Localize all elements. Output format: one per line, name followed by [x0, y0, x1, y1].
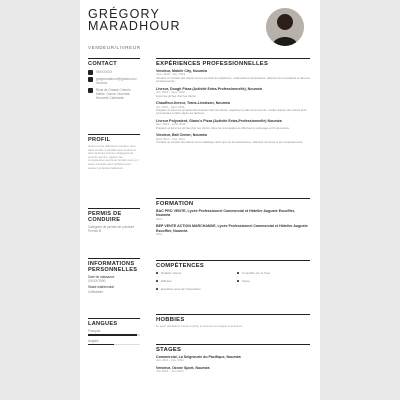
competence-item: Relation clients [156, 271, 229, 275]
person-photo-icon [266, 8, 304, 46]
lang-fill-0 [88, 334, 137, 335]
resume-page [80, 0, 320, 400]
header [88, 8, 312, 52]
competence-item: Efficace [156, 279, 229, 283]
address-text: Rival de Grasse Chemin Mairie, Ducos, Nouméa, Nouvelle-Calédonie [96, 87, 131, 101]
competence-item: Vente [237, 279, 310, 283]
stage-date: Juin 2013 – Juin 2013 [156, 369, 184, 374]
competences-section [156, 260, 310, 291]
formation-item-date: 2012 [156, 232, 163, 237]
lang-bar-0 [88, 334, 140, 335]
permis-text: Catégorie de permis de conduire [88, 225, 135, 229]
langues-title: LANGUES [88, 318, 140, 327]
formation-item [156, 224, 310, 236]
stage-date: Jan. 2014 – Fév. 2014 [156, 358, 184, 363]
lang-fill-1 [88, 344, 114, 345]
experience-desc: Vendeur au contact des clients sur le catalogue ainsi que sur les accessoires, effectuer les devis et les encaissements. [156, 140, 303, 145]
experience-title: Vendeur, Mobile City, Nouméa [156, 69, 208, 73]
profil-section [88, 134, 140, 170]
experience-item [156, 119, 310, 130]
job-role: VENDEUR/LIVREUR [88, 45, 141, 50]
experience-desc: Livrer les pizzas chez les clients. [156, 93, 197, 98]
birth-label: Date de naissance [88, 275, 115, 279]
experience-item [156, 133, 310, 144]
experience-desc: Vendeur en contact des clients sur les produits de téléphonie, multimédia et accessoires, effectuer les inventaires et faire les encaissements. [156, 75, 310, 84]
stages-title: STAGES [156, 344, 310, 353]
competence-item: Connaître sur le bout [237, 271, 310, 275]
formation-item-title: BAC PRO VENTE, Lycée Professionnel Commercial et Hôtelier Auguste Escoffier, Nouméa [156, 209, 295, 218]
profile-photo [266, 8, 304, 46]
infos-section [88, 258, 140, 294]
formation-section [156, 198, 310, 240]
birth-value: XX/XX/1990 [88, 279, 106, 284]
stage-item [156, 366, 310, 374]
hobbies-title: HOBBIES [156, 314, 310, 323]
stages-section [156, 344, 310, 377]
stage-title: Vendeur, Ozone Sport, Nouméa [156, 366, 210, 370]
email-text: gregmaradhour@gmail.com / xxxxxxx [96, 76, 138, 85]
lang-bar-1 [88, 344, 140, 345]
status-label: Statut matrimonial [88, 285, 114, 290]
formation-item [156, 209, 310, 221]
competences-title: COMPÉTENCES [156, 260, 310, 269]
profil-text: Jeune et très talentueux vendeur, bien dans sa tête, il travaille avec sérieux et dans la bonne humeur. Engagement, sens du service, rigueur, les compétences seront au rendez-vous et il saura s'investir avec ambition pour évoluer professionnellement. [88, 144, 139, 170]
formation-item-date: 2014 [156, 216, 163, 221]
permis-section [88, 208, 140, 233]
competence-item: Excellent sens de l'orientation [156, 287, 229, 291]
infos-title: INFORMATIONS PERSONNELLES [88, 258, 140, 273]
hobbies-text: Le sport (football et course à pied), le cinéma, la musique et la lecture. [156, 324, 244, 328]
experience-title: Livreur, Dough Pizza (Activité Extra-Professionnelle), Nouméa [156, 86, 262, 91]
stage-item [156, 355, 310, 363]
location-icon [88, 88, 93, 93]
address-row [88, 88, 140, 101]
experiences-section [156, 58, 310, 148]
competences-list [156, 271, 310, 291]
experience-item [156, 87, 310, 98]
experience-title: Livreur Polyvalent, Giano's Pizza (Activité Extra-Professionnelle) Nouméa [156, 119, 282, 124]
profil-title: PROFIL [88, 134, 140, 143]
experience-desc: Préparer et livrer les pizzas chez les clients, prise de commandes et effectuer le nettoyage en fin de service. [156, 125, 290, 130]
hobbies-section [156, 314, 310, 329]
experience-date: Oct. 2016 – Janv. 2018 [156, 90, 185, 95]
experiences-title: EXPÉRIENCES PROFESSIONNELLES [156, 58, 310, 67]
formation-item-title: BEP VENTE ACTION MARCHANDE, Lycée Professionnel Commercial et Hôtelier Auguste Escoffier, Nouméa [156, 224, 308, 233]
stage-title: Commercial, La Seigneurie du Pacifique, Nouméa [156, 355, 241, 359]
lang-label-0: Français [88, 329, 101, 333]
experience-date: Déc. 2014 – Janv. 2015 [156, 122, 186, 127]
experience-item [156, 101, 310, 116]
phone-row [88, 70, 140, 74]
first-name: GRÉGORY [88, 7, 161, 21]
formation-title: FORMATION [156, 198, 310, 207]
langues-section [88, 318, 140, 348]
permis-title: PERMIS DE CONDUIRE [88, 208, 140, 223]
contact-title: CONTACT [88, 58, 140, 67]
candidate-name [88, 8, 181, 32]
experience-title: Vendeur, Ball Center, Nouméa [156, 133, 207, 138]
email-icon [88, 77, 93, 82]
lang-label-1: Anglais [88, 338, 99, 343]
experience-date: Mars 2012 – Nov. 2013 [156, 136, 185, 141]
experience-title: Chauffeur-livreur, Trans-Livraison, Nouméa [156, 101, 230, 106]
experience-desc: Préparer et livrer les produits alimentaires chez les clients, organiser le plan de la tournée, vérifier auprès des clients leurs commandes et faire signer les factures. [156, 108, 307, 116]
email-row [88, 77, 140, 85]
phone-text: 06XXXXXX [96, 70, 113, 74]
last-name: MARADHOUR [88, 19, 181, 33]
contact-section [88, 58, 140, 103]
experience-item [156, 69, 310, 84]
phone-icon [88, 70, 93, 75]
experience-date: Janv. 2018 – Nov. 2019 [156, 72, 186, 77]
permis-value: Permis B [88, 229, 101, 234]
status-value: Célibataire [88, 289, 104, 294]
experience-date: Avr. 2016 – Sept. 2016 [156, 104, 185, 109]
